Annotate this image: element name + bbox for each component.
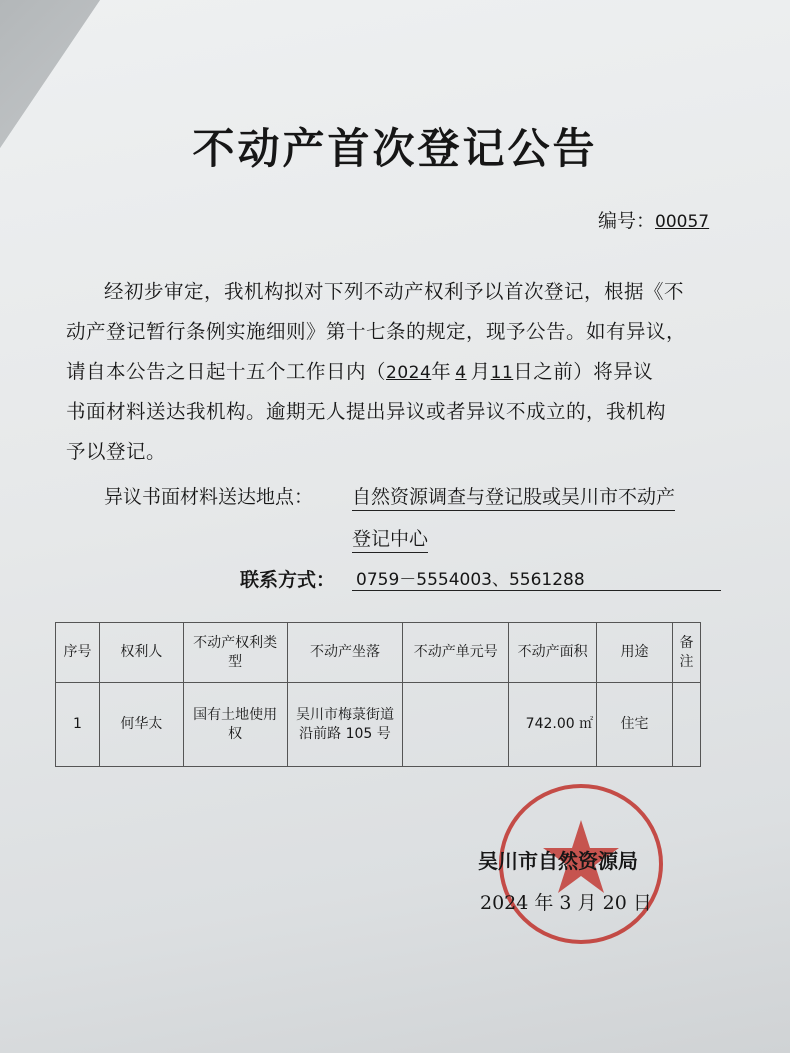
body-line-3-pre: 请自本公告之日起十五个工作日内（ — [66, 360, 387, 383]
body-line-3-post: 日之前）将异议 — [513, 360, 654, 383]
header-location: 不动产坐落 — [287, 623, 403, 683]
cell-usage: 住宅 — [597, 683, 673, 767]
cell-index: 1 — [56, 683, 100, 767]
issue-date: 2024 年 3 月 20 日 — [480, 892, 652, 914]
deadline-month: 4 — [455, 363, 467, 383]
contact-label: 联系方式： — [240, 569, 336, 591]
table-row — [56, 683, 701, 767]
body-line-2: 动产登记暂行条例实施细则》第十七条的规定，现予公告。如有异议， — [66, 320, 687, 343]
deadline-day: 11 — [490, 363, 514, 383]
year-unit: 年 — [431, 360, 452, 383]
notice-number-label: 编号： — [598, 210, 656, 232]
cell-location: 吴川市梅菉街道沿前路 105 号 — [287, 683, 403, 767]
body-line-4: 书面材料送达我机构。逾期无人提出异议或者异议不成立的，我机构 — [66, 400, 667, 423]
deadline-year: 2024 — [386, 363, 432, 383]
month-unit: 月 — [470, 360, 491, 383]
address-label: 异议书面材料送达地点： — [104, 486, 314, 508]
cell-unit-number — [403, 683, 509, 767]
notice-number — [598, 206, 709, 233]
body-line-5: 予以登记。 — [66, 440, 167, 463]
header-usage: 用途 — [597, 623, 673, 683]
cell-remarks — [672, 683, 700, 767]
header-area: 不动产面积 — [509, 623, 597, 683]
header-owner: 权利人 — [99, 623, 183, 683]
body-line-3 — [66, 356, 653, 384]
cell-owner: 何华太 — [99, 683, 183, 767]
notice-number-value: 00057 — [655, 212, 710, 232]
cell-area: 742.00 ㎡ — [509, 683, 597, 767]
header-right-type: 不动产权利类型 — [183, 623, 287, 683]
document-title: 不动产首次登记公告 — [192, 124, 598, 173]
header-remarks: 备注 — [672, 623, 700, 683]
table-header-row — [56, 623, 701, 683]
contact-phone: 0759－5554003、5561288 — [352, 565, 721, 591]
address-value-line-2: 登记中心 — [352, 524, 428, 553]
header-index: 序号 — [56, 623, 100, 683]
issuing-authority: 吴川市自然资源局 — [478, 849, 638, 873]
property-table — [55, 622, 701, 767]
cell-right-type: 国有土地使用权 — [183, 683, 287, 767]
address-value-line-1: 自然资源调查与登记股或吴川市不动产 — [352, 482, 675, 511]
body-line-1: 经初步审定，我机构拟对下列不动产权利予以首次登记，根据《不 — [104, 280, 685, 303]
header-unit-number: 不动产单元号 — [403, 623, 509, 683]
